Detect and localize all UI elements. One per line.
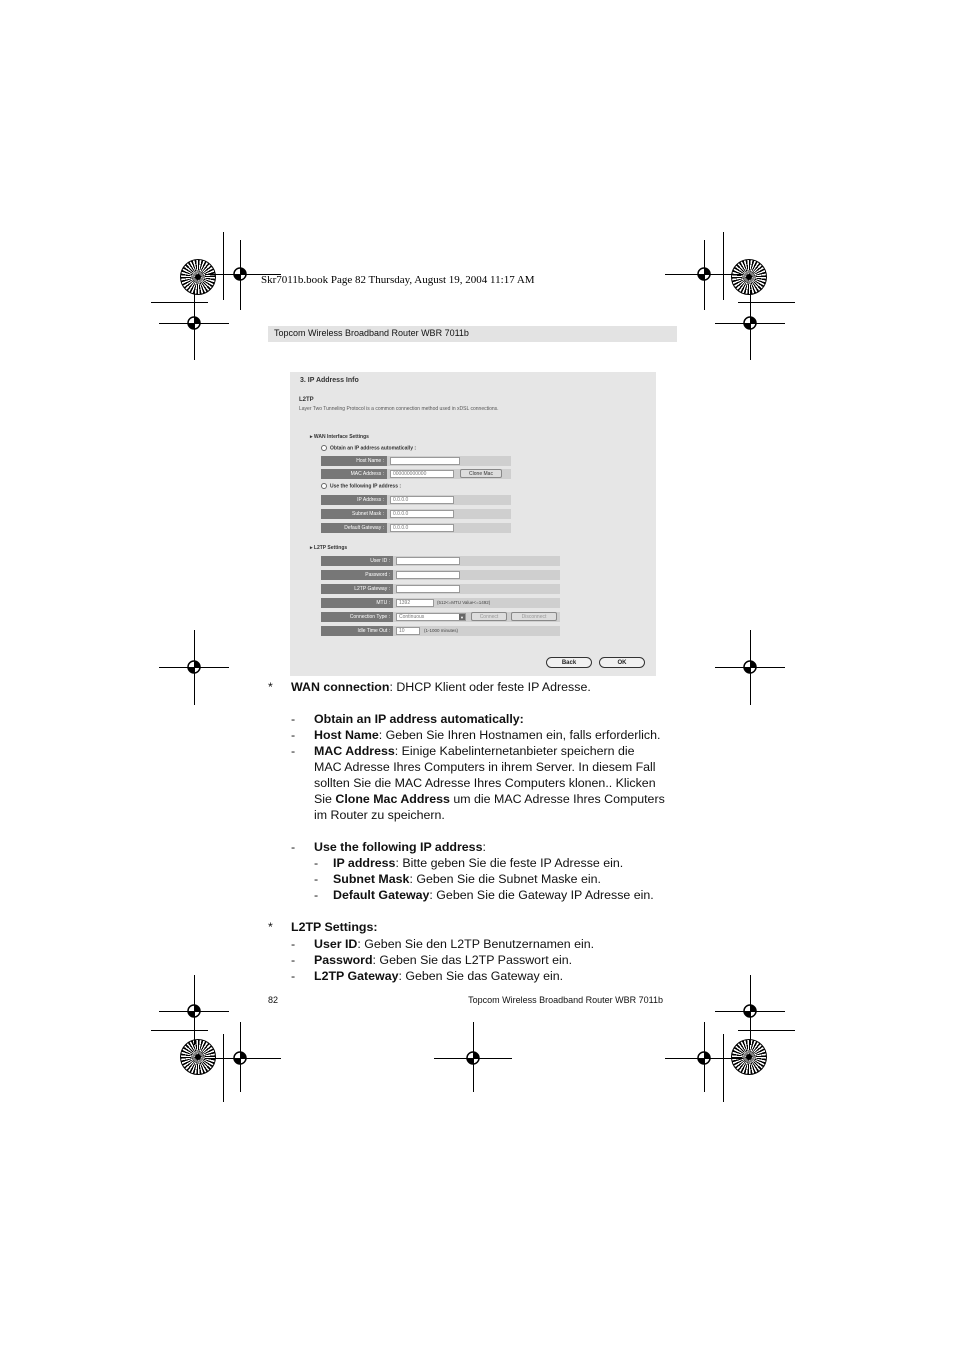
registration-target-icon	[694, 1048, 714, 1068]
wan-section-heading: ▸ WAN Interface Settings	[310, 434, 369, 440]
l2tp-settings-line: L2TP Settings:	[291, 920, 378, 934]
registration-target-icon	[230, 264, 250, 284]
obtain-auto-radio[interactable]: Obtain an IP address automatically :	[321, 445, 416, 451]
idle-time-hint: (1-1000 minutes)	[424, 628, 459, 633]
bullet-dash: -	[291, 744, 296, 758]
mtu-label: MTU :	[321, 598, 393, 608]
host-name-label: Host Name :	[321, 456, 387, 466]
subnet-mask-line: Subnet Mask: Geben Sie die Subnet Maske ein.	[333, 872, 601, 886]
use-following-line: Use the following IP address:	[314, 840, 486, 854]
ip-address-line: IP address: Bitte geben Sie die feste IP Adresse ein.	[333, 856, 624, 870]
bullet-dash: -	[291, 969, 296, 983]
l2tp-gateway-input[interactable]	[396, 585, 460, 593]
l2tp-gateway-label: L2TP Gateway :	[321, 584, 393, 594]
ip-address-input[interactable]: 0.0.0.0	[390, 496, 454, 504]
screenshot-title: 3. IP Address Info	[300, 377, 359, 384]
password-label: Password :	[321, 570, 393, 580]
idle-time-input[interactable]: 10	[396, 627, 420, 635]
mac-address-line: MAC Adresse Ihres Computers in ihrem Server. In diesem Fall	[314, 760, 656, 774]
connection-type-select[interactable]: Continuous ▼	[396, 613, 466, 621]
screenshot-subtitle: L2TP	[299, 397, 314, 403]
bullet-dash: -	[314, 888, 319, 902]
clone-mac-button[interactable]: Clone Mac	[460, 469, 502, 478]
back-button[interactable]: Back	[546, 657, 592, 668]
obtain-auto-line: Obtain an IP address automatically:	[314, 712, 524, 726]
bullet-dash: -	[314, 872, 319, 886]
ok-button[interactable]: OK	[599, 657, 645, 668]
running-header	[268, 326, 677, 342]
color-rosette-icon	[731, 1039, 767, 1075]
connect-button[interactable]: Connect	[471, 612, 507, 621]
registration-target-icon	[740, 657, 760, 677]
router-settings-screenshot	[290, 372, 656, 676]
mac-address-input[interactable]: 000000000000	[390, 470, 454, 478]
color-rosette-icon	[180, 259, 216, 295]
bullet-dash: -	[291, 712, 296, 726]
connection-type-label: Connection Type :	[321, 612, 393, 622]
bullet-dash: -	[314, 856, 319, 870]
footer-title: Topcom Wireless Broadband Router WBR 7011b	[468, 995, 663, 1005]
registration-target-icon	[740, 313, 760, 333]
user-id-label: User ID :	[321, 556, 393, 566]
color-rosette-icon	[180, 1039, 216, 1075]
mac-address-line: sollten Sie die MAC Adresse Ihres Computers klonen.. Klicken	[314, 776, 656, 790]
bullet-dash: -	[291, 840, 296, 854]
idle-time-label: Idle Time Out :	[321, 626, 393, 636]
password-line: Password: Geben Sie das L2TP Passwort ein.	[314, 953, 573, 967]
registration-target-icon	[184, 657, 204, 677]
mac-address-line: MAC Address: Einige Kabelinternetanbieter speichern die	[314, 744, 635, 758]
registration-target-icon	[184, 1001, 204, 1021]
mac-address-label: MAC Address :	[321, 469, 387, 479]
l2tp-gateway-line: L2TP Gateway: Geben Sie das Gateway ein.	[314, 969, 564, 983]
l2tp-section-heading: ▸ L2TP Settings	[310, 545, 348, 551]
bullet-star: *	[268, 920, 273, 934]
registration-target-icon	[230, 1048, 250, 1068]
page-number: 82	[268, 995, 279, 1005]
bullet-dash: -	[291, 728, 296, 742]
ip-address-label: IP Address :	[321, 495, 387, 505]
dropdown-arrow-icon: ▼	[460, 615, 464, 620]
bullet-dash: -	[291, 937, 296, 951]
header-title: Topcom Wireless Broadband Router WBR 7011b	[274, 328, 469, 338]
color-rosette-icon	[731, 259, 767, 295]
registration-target-icon	[184, 313, 204, 333]
host-name-input[interactable]	[390, 457, 460, 465]
registration-target-icon	[694, 264, 714, 284]
mac-address-line: Sie Clone Mac Address um die MAC Adresse Ihres Computers	[314, 792, 665, 806]
screenshot-description: Layer Two Tunneling Protocol is a common connection method used in xDSL connections.	[299, 406, 499, 412]
bullet-dash: -	[291, 953, 296, 967]
subnet-mask-input[interactable]: 0.0.0.0	[390, 510, 454, 518]
user-id-line: User ID: Geben Sie den L2TP Benutzernamen ein.	[314, 937, 595, 951]
password-input[interactable]	[396, 571, 460, 579]
use-following-radio[interactable]: Use the following IP address :	[321, 483, 401, 489]
disconnect-button[interactable]: Disconnect	[511, 612, 557, 621]
mtu-input[interactable]: 1392	[396, 599, 434, 607]
default-gateway-input[interactable]: 0.0.0.0	[390, 524, 454, 532]
mtu-hint: (512<=MTU Value<=1492)	[437, 600, 491, 605]
registration-target-icon	[463, 1048, 483, 1068]
host-name-line: Host Name: Geben Sie Ihren Hostnamen ein, falls erforderlich.	[314, 728, 661, 742]
default-gateway-line: Default Gateway: Geben Sie die Gateway IP Adresse ein.	[333, 888, 654, 902]
print-slug: Skr7011b.book Page 82 Thursday, August 19, 2004 11:17 AM	[261, 274, 535, 286]
mac-address-line: im Router zu speichern.	[314, 808, 445, 822]
wan-connection-line: WAN connection: DHCP Klient oder feste IP Adresse.	[291, 680, 591, 694]
subnet-mask-label: Subnet Mask :	[321, 509, 387, 519]
bullet-star: *	[268, 680, 273, 694]
registration-target-icon	[740, 1001, 760, 1021]
user-id-input[interactable]	[396, 557, 460, 565]
default-gateway-label: Default Gateway :	[321, 523, 387, 533]
